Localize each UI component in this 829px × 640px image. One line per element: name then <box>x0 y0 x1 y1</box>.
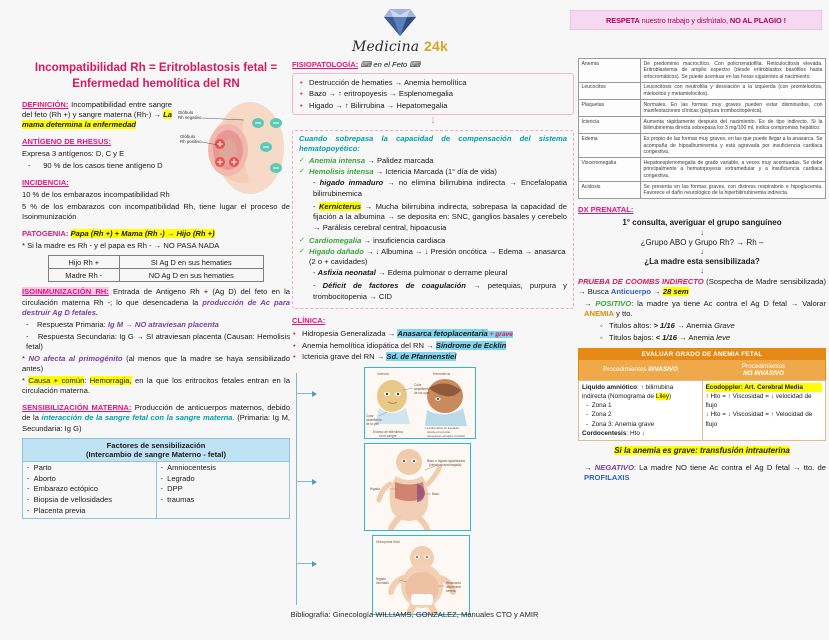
dx-prenatal-heading: DX PRENATAL: <box>578 205 634 215</box>
compensacion-list-2 <box>299 236 567 268</box>
hemo-value: Hepatoesplenomegalia de grado variable, a veces muy acentuadas. Se debe principalmente a hematopoyesis extramedular y a insuficiencia cardiaca congestiva. <box>641 158 826 182</box>
sensibilizacion-label: SENSIBILIZACIÓN MATERNA: <box>22 403 132 413</box>
svg-text:Exceso de bilirrubina: Exceso de bilirrubina <box>373 430 403 435</box>
anemia-grave-note: Si la anemia es grave: transfusión intrauterina <box>614 446 790 456</box>
svg-text:La bilirrubina se traslada: La bilirrubina se traslada <box>425 426 459 431</box>
diamond-icon <box>330 6 470 38</box>
asfixia-line: - Asfixia neonatal → Edema pulmonar o derrame pleural <box>313 268 508 278</box>
brand-suffix: 24k <box>424 38 448 54</box>
hemo-key: Leucocitos <box>579 82 641 99</box>
cordocentesis-line: Cordocentesis: Hto ↓ <box>582 429 645 437</box>
svg-text:sanguineo al tejido cerebral: sanguineo al tejido cerebral <box>427 434 465 439</box>
factores-sensibilizacion-table <box>22 438 290 519</box>
fisiopatologia-heading: FISIOPATOLOGÍA: ⌨ en el Feto ⌨ <box>292 60 421 69</box>
hemo-key: Visceromegalia <box>579 158 641 182</box>
flow-arrow-icon: ↓ <box>700 266 704 276</box>
anemia-table-title: EVALUAR GRADO DE ANEMIA FETAL <box>579 348 826 360</box>
definicion-label: DEFINICIÓN: <box>22 100 69 110</box>
factores-title-line-2: (Intercambio de sangre Materno - fetal) <box>85 449 227 459</box>
image-ictericia-kernicterus <box>364 367 476 439</box>
svg-text:amarillento: amarillento <box>414 387 430 392</box>
table-header-row <box>579 348 826 360</box>
list-item: ✓ Higado dañado → ↓ Albumina → ↓ Presión oncótica → Edema → anasarca (2 o + cavidades) <box>299 247 567 269</box>
middle-column <box>292 60 574 619</box>
fisiopatologia-list <box>299 77 567 111</box>
list-item: - Parto <box>27 462 52 472</box>
image-hidropesia-fetal <box>372 535 470 615</box>
left-column <box>22 60 290 519</box>
flow-step-2: ¿Grupo ABO y Grupo Rh? → Rh – <box>640 237 764 247</box>
down-arrow-icon: ↓ <box>430 114 436 127</box>
bracket-tick-1 <box>296 393 316 394</box>
coombs-negativo-line: → NEGATIVO: La madre NO tiene Ac contra el Ag D fetal → tto. de PROFILAXIS <box>584 462 826 482</box>
list-item: - DPP <box>160 484 183 494</box>
isoinmunizacion-text: Entrada de Antigeno Rh + (Ag D) del feto en la circulación materna Rh -; lo que desencadena la <box>22 287 290 307</box>
brand-logo <box>330 6 470 55</box>
compensacion-heading: Cuando sobrepasa la capacidad de compensación del sistema hematopoyético: <box>299 134 567 154</box>
flow-step-1: 1° consulta, averiguar el grupo sanguíneo <box>622 218 782 228</box>
list-item: ✓ Cardiomegalia → insuficiencia cardiaca <box>299 236 567 247</box>
antigeno-line-1: Expresa 3 antígenos: D, C y E <box>22 148 125 158</box>
svg-text:Glóbulo: Glóbulo <box>178 110 194 116</box>
patogenia-label: PATOGENIA: <box>22 229 69 239</box>
isoinmunizacion-paragraph <box>22 287 290 317</box>
table-row <box>579 134 826 158</box>
bracket-tick-2 <box>296 481 316 482</box>
bracket-connector <box>296 373 316 605</box>
rh-table <box>48 255 264 282</box>
patogenia-note: * Si la madre es Rh - y el papa es Rh - → NO PASA NADA <box>22 241 220 251</box>
list-item: - traumas <box>160 495 195 505</box>
svg-text:Higado: Higado <box>370 487 381 492</box>
incidencia-line-2: 5 % de los embarazos con incompatibilidad Rh, tiene lugar el proceso de Isoinmunización <box>22 202 290 222</box>
svg-text:Rh negativo: Rh negativo <box>178 115 202 121</box>
list-item: - Aborto <box>27 473 56 483</box>
table-row <box>579 158 826 182</box>
table-row <box>579 100 826 117</box>
dx-flow <box>578 217 826 275</box>
hemo-value: Normales. En las formas muy graves pueden estar disminuidas, con manifestaciones clínicas (púrpura trombocitopénica). <box>641 100 826 117</box>
hemo-key: Ictericia <box>579 117 641 134</box>
notice-strong-1: RESPETA <box>606 15 640 25</box>
notice-mid: nuestro trabajo y disfrútalo, <box>639 15 730 25</box>
table-row <box>579 59 826 83</box>
svg-text:Higado: Higado <box>376 577 387 582</box>
ecodoppler-line-2: ↓ Hto = ↓ Viscosidad = ↑ Velocidad de flujo <box>705 411 813 428</box>
list-item: - Placenta previa <box>27 506 86 516</box>
right-column <box>578 58 826 485</box>
hemo-value: Leucocitosis con neutrofilia y desviación a la izquierda (con promielocitos, mielocitos y metamielocitos). <box>641 82 826 99</box>
rh-cell-mother-val: NO Ag D en sus hematies <box>119 269 263 282</box>
svg-text:en la sangre: en la sangre <box>379 434 397 439</box>
list-item: ✓ Anemia intensa → Palidez marcada <box>299 156 567 167</box>
fisiopatologia-box <box>292 73 574 115</box>
list-item: - Amniocentesis <box>160 462 216 472</box>
list-item: • Bazo → ↑ eritropoyesis → Esplenomegalia <box>299 88 567 99</box>
kernicterus-line: - Kernicterus → Mucha bilirrubina indirecta, sobrepasa la capacidad de fijación a la albumina → se deposita en: SNC, ganglios basales y cerebelo → Parálisis cerebral central, hipoacusia <box>313 201 567 233</box>
ecodoppler-title: Ecodoppler: Art. Cerebral Media <box>706 383 823 392</box>
rh-cell-child-key: Hijo Rh + <box>49 256 120 269</box>
factores-col-1 <box>23 461 157 518</box>
coombs-positivo-line: → POSITIVO: la madre ya tiene Ac contra el Ag D fetal → Valorar ANEMIA y tto. <box>584 299 826 319</box>
factores-col-2 <box>156 461 290 518</box>
list-item: ✓ Hemolisis intensa → Ictericia Marcada (1° día de vida) <box>299 167 567 178</box>
list-item: • Destrucción de hematies → Anemia hemolítica <box>299 77 567 88</box>
svg-text:amarillento: amarillento <box>366 418 382 423</box>
hemograma-table <box>578 58 826 199</box>
svg-text:Bazo: Bazo <box>432 492 440 497</box>
plagiarism-notice <box>570 10 822 30</box>
coombs-paragraph: PRUEBA DE COOMBS INDIRECTO (Sospecha de Madre sensibilizada) → Busca Anticuerpo → 28 sem <box>578 277 826 297</box>
hemo-value: Es propio de las formas muy graves, en las que puede llegar a la anasarca. Se acompaña de hipoalbuminemia y está agravada por insuficiencia cardiaca congestiva. <box>641 134 826 158</box>
svg-text:Bazo e higado agrandados: Bazo e higado agrandados <box>427 459 466 464</box>
incidencia-line-1: 10 % de los embarazos incompatibilidad Rh <box>22 189 170 199</box>
svg-text:hinchado: hinchado <box>376 581 389 586</box>
table-header-row <box>23 438 290 461</box>
image-hepatoesplenomegalia <box>364 443 471 531</box>
hemo-key: Anemia <box>579 59 641 83</box>
svg-text:desde el torrente: desde el torrente <box>427 430 451 435</box>
table-row <box>579 380 826 441</box>
svg-text:Kernicterus: Kernicterus <box>433 372 451 377</box>
svg-text:severa: severa <box>446 589 456 594</box>
table-row <box>49 256 264 269</box>
evaluar-anemia-table <box>578 348 826 442</box>
flow-arrow-icon: ↓ <box>700 246 704 256</box>
titulos-bajos-line: ◦ Titulos bajos: < 1/16 → Anemia leve <box>600 333 731 343</box>
respuesta-secundaria: - Respuesta Secundaria: Ig G → SI atraviesan placenta (Causan: Hemolisis fetal) <box>26 331 290 351</box>
definicion-highlight: La mama determina la enfermedad <box>22 110 172 130</box>
antigeno-label: ANTÍGENO DE RHESUS: <box>22 136 112 146</box>
isoinmunizacion-em: producción de Ac para destruir Ag D fetales. <box>22 297 290 317</box>
brand-name <box>330 38 470 55</box>
bibliography: Bibliografía: Ginecología WILLIAMS, GONZALEZ, Manuales CTO y AMIR <box>290 610 539 619</box>
hemo-value: De predominio macrocítico. Con policromatofilia. Reticulocitosis elevada. Eritroblastemia de amplio espectro (desde eritroblastos basófilos hasta ortocromáticos). Se puede acentuar en las horas siguientes al nacimiento. <box>641 59 826 83</box>
list-item: - Embarazo ectópico <box>27 484 98 494</box>
list-item: - Biopsia de vellosidades <box>27 495 113 505</box>
table-row <box>579 182 826 199</box>
causa-line: * Causa + común: Hemorragia, en la que los eritrocitos fetales entran en la circulación materna. <box>22 376 290 396</box>
factores-title-line-1: Factores de sensibilización <box>106 440 206 450</box>
table-header-row <box>579 360 826 381</box>
table-row <box>579 82 826 99</box>
list-item: • Hidropesia Generalizada → Anasarca fetoplacentaria + grave <box>292 328 574 340</box>
clinica-heading: CLÍNICA: <box>292 315 326 325</box>
hemo-value: Se presenta en las formas graves, con distress respiratorio e hipoglucemia. Favorece el daño neurológico de la hiperbilirrubinemia indirecta. <box>641 182 826 199</box>
svg-text:Hidropesia fetal: Hidropesia fetal <box>376 540 400 545</box>
isoinmunizacion-label: ISOINMUNIZACIÓN RH: <box>22 287 109 297</box>
rh-cell-child-val: SI Ag D en sus hematies <box>119 256 263 269</box>
anemia-invasivo-cell: Liquido amniótico: ↑ bilirrubina indirecta (Nomograma de Liley) - Zona 1 - Zona 2 - Zona 3: Anemia grave Cordocentesis: Hto ↓ <box>579 380 703 441</box>
list-item: • Higado → ↑ Bilirrubina → Hepatomegalia <box>299 100 567 111</box>
anemia-header-no-invasivo: Procedimientos NO INVASIVO <box>702 360 826 381</box>
pregnancy-illustration <box>178 98 290 194</box>
svg-text:abdominal: abdominal <box>446 585 461 590</box>
notice-strong-2: NO AL PLAGIO ! <box>729 15 786 25</box>
patogenia-highlight: Papa (Rh +) + Mama (Rh -) → Hijo (Rh +) <box>70 229 215 239</box>
respuesta-primaria: - Respuesta Primaria: Ig M → NO atraviesan placenta <box>26 319 219 329</box>
svg-text:de los ojos: de los ojos <box>414 391 430 396</box>
anemia-header-invasivo: Procedimientos INVASIVO <box>579 360 703 381</box>
incidencia-label: INCIDENCIA: <box>22 177 69 187</box>
definicion-text: Incompatibilidad entre sangre del feto (Rh +) y sangre materna (Rh-) → <box>22 100 172 120</box>
table-row <box>579 117 826 134</box>
clinica-list <box>292 328 574 363</box>
brand-word: Medicina <box>352 39 420 55</box>
page-title: Incompatibilidad Rh = Eritroblastosis fetal = Enfermedad hemolítica del RN <box>34 61 278 90</box>
titulos-altos-line: ◦ Titulos altos: > 1/16 → Anemia Grave <box>600 321 735 331</box>
anemia-no-invasivo-cell <box>702 380 826 441</box>
flow-arrow-icon: ↓ <box>700 227 704 237</box>
higado-inmaduro-line: - higado inmaduro → no elimina bilirrubina indirecta → Encefalopatia bilirrubinemica <box>313 178 568 198</box>
svg-text:(hepatosplenomegalia): (hepatosplenomegalia) <box>429 463 462 468</box>
antigeno-line-2: - 90 % de los casos tiene antígeno D <box>28 160 163 170</box>
hemo-key: Acidosis <box>579 182 641 199</box>
sensibilizacion-paragraph: SENSIBILIZACIÓN MATERNA: Producción de anticuerpos maternos, debido de la interacción de la sangre fetal con la sangre materna. (Primaria: Ig M, Secundaria: Ig G) <box>22 403 291 433</box>
table-row <box>49 269 264 282</box>
svg-text:Color: Color <box>366 414 374 419</box>
list-item: • Ictericia grave del RN → Sd. de Pfannenstiel <box>292 351 574 362</box>
hemo-key: Plaquetas <box>579 100 641 117</box>
svg-text:Glóbulo: Glóbulo <box>180 134 196 140</box>
svg-text:Rh positivo: Rh positivo <box>180 139 202 145</box>
svg-text:Hinchazón: Hinchazón <box>446 581 462 586</box>
svg-text:Color: Color <box>414 383 422 388</box>
compensacion-box <box>292 130 574 308</box>
primogenito-line: * NO afecta al primogénito (al menos que la madre se haya sensibilizado antes) <box>22 353 290 374</box>
patogenia-paragraph <box>22 229 290 239</box>
rh-cell-mother-key: Madre Rh - <box>49 269 120 282</box>
list-item: - Legrado <box>160 473 195 483</box>
list-item: - Zona 3: Anemia grave <box>586 420 655 428</box>
list-item: • Anemia hemolítica idiopática del RN → Síndrome de Ecklin <box>292 340 574 351</box>
compensacion-list <box>299 156 567 178</box>
flow-step-3: ¿La madre esta sensibilizada? <box>644 256 760 266</box>
factores-title <box>23 438 290 461</box>
deficit-coagulacion-line: - Déficit de factores de coagulación → petequias, purpura y trombocitopenia → CID <box>313 281 567 301</box>
ecodoppler-line-1: ↑ Hto = ↑ Viscosidad = ↓ velocidad de flujo <box>705 392 812 410</box>
table-row <box>23 461 290 518</box>
hemo-value: Aumenta rápidamente después del nacimiento. Es de tipo indirecto. Si la bilirrubinemia directa sobrepasa los 3 mg/100 ml, indica compromiso hepático. <box>641 117 826 134</box>
svg-text:Ictericia: Ictericia <box>377 372 389 377</box>
bracket-tick-3 <box>296 563 316 564</box>
list-item: - Zona 1 <box>586 402 612 410</box>
list-item: - Zona 2 <box>586 411 612 419</box>
svg-text:de la piel: de la piel <box>366 422 379 427</box>
clinical-images <box>292 367 574 615</box>
hemo-key: Edema <box>579 134 641 158</box>
fisiopatologia-sub: ⌨ en el Feto ⌨ <box>358 60 421 69</box>
